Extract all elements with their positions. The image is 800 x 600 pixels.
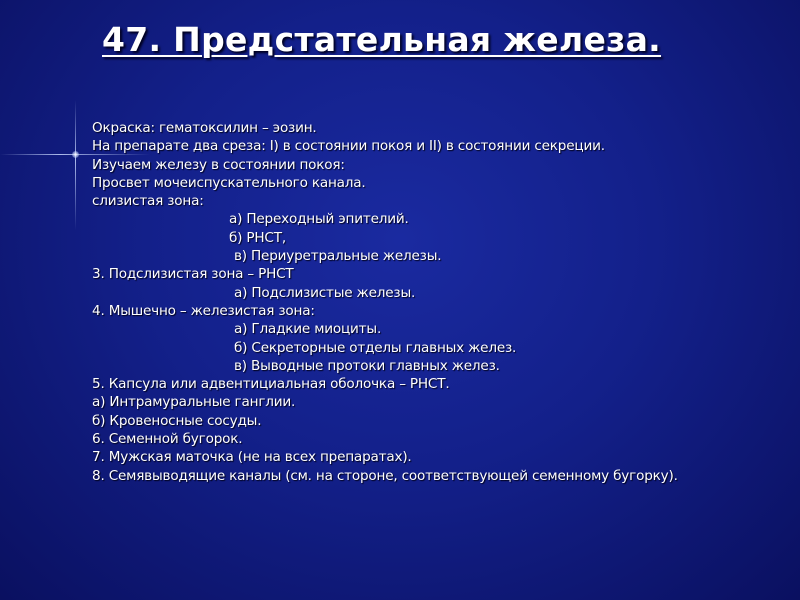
content-line-blood-vessels: б) Кровеносные сосуды. (92, 412, 262, 429)
content-line-mucosa: слизистая зона: (92, 193, 204, 210)
content-line-submucosal-glands: а) Подслизистые железы. (234, 284, 416, 301)
content-line-resting-state: Изучаем железу в состоянии покоя: (92, 156, 345, 173)
content-line-transitional-epithelium: а) Переходный эпителий. (229, 211, 409, 228)
content-line-staining: Окраска: гематоксилин – эозин. (92, 120, 317, 136)
content-line-rnst: б) РНСТ, (229, 229, 286, 246)
content-line-urethra-lumen: Просвет мочеиспускательного канала. (92, 174, 366, 191)
slide-body (92, 119, 752, 485)
content-line-prostatic-utricle: 7. Мужская маточка (не на всех препаратах). (92, 449, 412, 466)
content-line-ejaculatory-ducts: 8. Семявыводящие каналы (см. на стороне, соответствующей семенному бугорку). (92, 467, 678, 484)
content-line-submucosa: 3. Подслизистая зона – РНСТ (92, 266, 294, 283)
content-line-sections: На препарате два среза: I) в состоянии покоя и II) в состоянии секреции. (92, 138, 605, 155)
decorative-sparkle (72, 151, 79, 158)
content-line-seminal-colliculus: 6. Семенной бугорок. (92, 431, 243, 448)
content-line-periurethral-glands: в) Периуретральные железы. (234, 248, 442, 265)
content-line-intramural-ganglia: а) Интрамуральные ганглии. (92, 394, 296, 411)
slide-title: 47. Предстательная железа. (102, 20, 662, 59)
content-line-excretory-ducts: в) Выводные протоки главных желез. (234, 357, 500, 374)
content-line-capsule: 5. Капсула или адвентициальная оболочка – РНСТ. (92, 376, 450, 393)
content-line-muscular-glandular-zone: 4. Мышечно – железистая зона: (92, 302, 315, 319)
decorative-vertical-line (75, 100, 76, 230)
content-line-smooth-myocytes: а) Гладкие миоциты. (234, 321, 382, 338)
content-line-secretory-parts: б) Секреторные отделы главных желез. (234, 339, 517, 356)
